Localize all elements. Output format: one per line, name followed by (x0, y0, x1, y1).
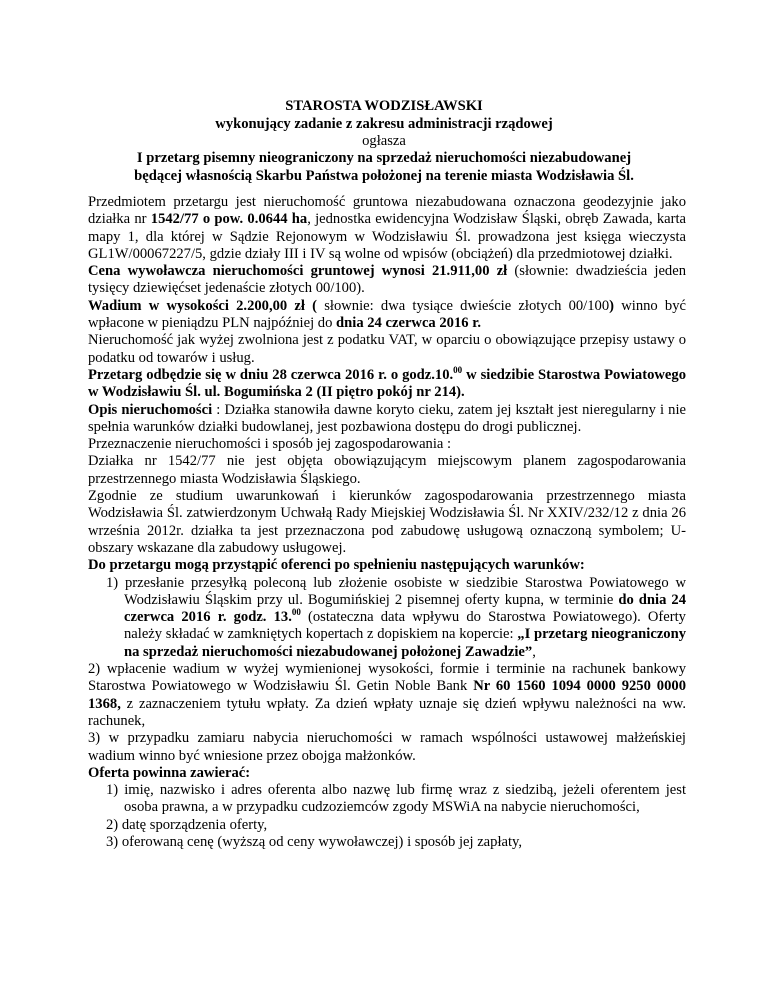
paragraph-vat: Nieruchomość jak wyżej zwolniona jest z podatku VAT, w oparciu o obowiązujące przepisy ustawy o podatku od towarów i usług. (88, 332, 686, 366)
deposit-amount: Wadium w wysokości 2.200,00 zł ( (88, 297, 318, 314)
tender-heading-line2: będącej własnością Skarbu Państwa położonej na terenie miasta Wodzisławia Śl. (134, 168, 634, 184)
paragraph-price: Cena wywoławcza nieruchomości gruntowej wynosi 21.911,00 zł (słownie: dwadzieścia jeden tysięcy dziewięćset jedenaście złotych 00/100). (88, 263, 686, 297)
paragraph-purpose-heading: Przeznaczenie nieruchomości i sposób jej zagospodarowania : (88, 436, 452, 453)
condition-item: 3) w przypadku zamiaru nabycia nieruchomości w ramach wspólności ustawowej małżeńskiej wadium winno być wniesione przez obojga małżonków. (88, 730, 686, 764)
paragraph-tender-date: Przetarg odbędzie się w dniu 28 czerwca 2016 r. o godz.10.00 w siedzibie Starostwa Powiatowego w Wodzisławiu Śl. ul. Bogumińska 2 (II piętro pokój nr 214). (88, 364, 686, 401)
tender-heading-line1: I przetarg pisemny nieograniczony na sprzedaż nieruchomości niezabudowanej (136, 150, 632, 166)
bank-account: Nr 60 1560 1094 0000 9250 0000 1368, (88, 678, 686, 712)
paragraph-study: Zgodnie ze studium uwarunkowań i kierunków zagospodarowania przestrzennego miasta Wodzisławia Śl. zatwierdzonym Uchwałą Rady Miejskiej Wodzisławia Śl. Nr XXIV/232/12 z dnia 26 września 2012r. działka ta jest przeznaczona pod zabudowę usługową oznaczoną symbolem; U-obszary wskazane dla zabudowy usługowej. (88, 488, 686, 556)
condition-item: 2) wpłacenie wadium w wyżej wymienionej wysokości, formie i terminie na rachunek bankowy Starostwa Powiatowego w Wodzisławiu Śl. Getin Noble Bank Nr 60 1560 1094 0000 9250 0000 1368, z zaznaczeniem tytułu wpłaty. Za dzień wpłaty uznaje się dzień wpływu należności na ww. rachunek, (88, 661, 686, 729)
paragraph-plan: Działka nr 1542/77 nie jest objęta obowiązującym miejscowym planem zagospodarowania przestrzennego miasta Wodzisławia Śląskiego. (88, 453, 686, 487)
paragraph-offer-heading: Oferta powinna zawierać: (88, 764, 251, 781)
envelope-caption: „I przetarg nieograniczony na sprzedaż nieruchomości niezabudowanej położonej Zawadzie” (124, 626, 687, 660)
document-body (88, 194, 686, 851)
offer-item: 2) datę sporządzenia oferty, (106, 816, 268, 833)
offer-list (88, 782, 686, 851)
paragraph-subject: Przedmiotem przetargu jest nieruchomość gruntowa niezabudowana oznaczona geodezyjnie jako działka nr 1542/77 o pow. 0.0644 ha, jednostka ewidencyjna Wodzisław Śląski, obręb Zawada, karta mapy 1, dla której w Sądzie Rejonowym w Wodzisławiu Śl. prowadzona jest księga wieczysta GL1W/00067227/5, gdzie działy III i IV są wolne od wpisów (obciążeń) dla przedmiotowej działki. (88, 194, 686, 262)
deposit-deadline: dnia 24 czerwca 2016 r. (336, 315, 481, 332)
parcel-number: 1542/77 o pow. 0.0644 ha (150, 211, 308, 228)
offer-item: 3) oferowaną cenę (wyższą od ceny wywoławczej) i sposób jej zapłaty, (106, 833, 523, 850)
condition-item: 1) przesłanie przesyłką poleconą lub złożenie osobiste w siedzibie Starostwa Powiatowego w Wodzisławiu Śląskim przy ul. Bogumińskiej 2 pisemnej oferty kupna, w terminie do dnia 24 czerwca 2016 r. godz. 13.00 (ostateczna data wpływu do Starostwa Powiatowego). Oferty należy składać w zamkniętych kopertach z dopiskiem na kopercie: „I przetarg nieograniczony na sprzedaż nieruchomości niezabudowanej położonej Zawadzie”, (106, 574, 687, 660)
announces-text: ogłasza (362, 133, 406, 149)
paragraph-description: Opis nieruchomości : Działka stanowiła dawne koryto cieku, zatem jej kształt jest nieregularny i nie spełnia warunków działki budowlanej, jest pozbawiona dostępu do drogi publicznej. (88, 401, 686, 435)
subtitle: wykonujący zadanie z zakresu administracji rządowej (215, 116, 553, 132)
starosta-title: STAROSTA WODZISŁAWSKI (285, 98, 483, 114)
offer-item: 1) imię, nazwisko i adres oferenta albo nazwę lub firmę wraz z siedzibą, jeżeli oferentem jest osoba prawna, a w przypadku cudzoziemców zgody MSWiA na nabycie nieruchomości, (106, 782, 686, 816)
starting-price: Cena wywoławcza nieruchomości gruntowej wynosi 21.911,00 zł (88, 263, 508, 280)
paragraph-conditions-heading: Do przetargu mogą przystąpić oferenci po spełnieniu następujących warunków: (88, 557, 585, 574)
paragraph-deposit: Wadium w wysokości 2.200,00 zł ( słownie: dwa tysiące dwieście złotych 00/100) winno być wpłacone w pieniądzu PLN najpóźniej do dnia 24 czerwca 2016 r. (88, 297, 686, 332)
conditions-list (88, 575, 686, 765)
